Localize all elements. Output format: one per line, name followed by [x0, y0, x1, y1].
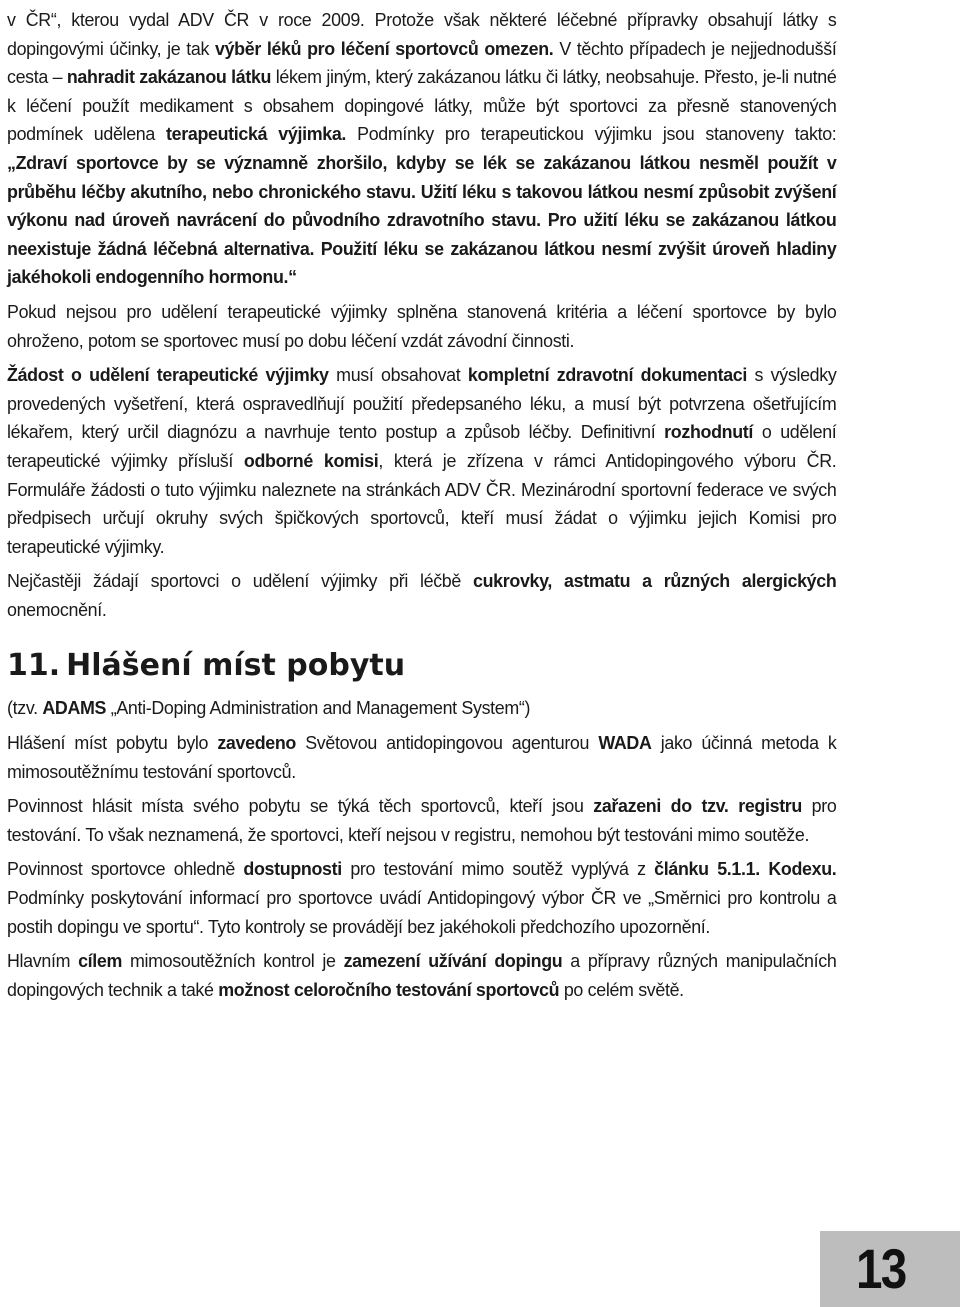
- document-body: [7, 6, 837, 1010]
- page-number: 13: [856, 1237, 906, 1300]
- paragraph-therapeutic-exemption: v ČR“, kterou vydal ADV ČR v roce 2009. Protože však některé léčebné přípravky obsahují látky s dopingovými účinky, je tak výběr léků pro léčení sportovců omezen. V těchto případech je nejjednodušší cesta – nahradit zakázanou látku lékem jiným, který zakázanou látku či látky, neobsahuje. Přesto, je-li nutné k léčení použít medikament s obsahem dopingové látky, může být sportovci za přesně stanovených podmínek udělena terapeutická výjimka. Podmínky pro terapeutickou výjimku jsou stanoveny takto: „Zdraví sportovce by se významně zhoršilo, kdyby se lék se zakázanou látkou nesměl použít v průběhu léčby akutního, nebo chronického stavu. Užití léku s takovou látkou nesmí způsobit zvýšení výkonu nad úroveň navrácení do původního zdravotního stavu. Pro užití léku se zakázanou látkou neexistuje žádná léčebná alternativa. Použití léku se zakázanou látkou nesmí zvýšit úroveň hladiny jakéhokoli endogenního hormonu.“: [7, 9, 837, 288]
- page-number-box: [820, 1231, 960, 1307]
- paragraph-registry: Povinnost hlásit místa svého pobytu se týká těch sportovců, kteří jsou zařazeni do tzv. registru pro testování. To však neznamená, že sportovci, kteří nejsou v registru, nemohou být testováni mimo soutěže.: [7, 795, 837, 845]
- paragraph-goal: Hlavním cílem mimosoutěžních kontrol je zamezení užívání dopingu a přípravy různých manipulačních dopingových technik a také možnost celoročního testování sportovců po celém světě.: [7, 950, 837, 1000]
- paragraph-criteria-not-met: Pokud nejsou pro udělení terapeutické výjimky splněna stanovená kritéria a léčení sportovce by bylo ohroženo, potom se sportovec musí po dobu léčení vzdát závodní činnosti.: [7, 300, 837, 351]
- section-title: Hlášení míst pobytu: [66, 648, 406, 684]
- paragraph-common-exemptions: Nejčastěji žádají sportovci o udělení výjimky při léčbě cukrovky, astmatu a různých alergických onemocnění.: [7, 570, 837, 620]
- paragraph-exemption-request: Žádost o udělení terapeutické výjimky musí obsahovat kompletní zdravotní dokumentaci s výsledky provedených vyšetření, která ospravedlňují použití předepsaného léku, a musí být potvrzena ošetřujícím lékařem, který určil diagnózu a navrhuje tento postup a způsob léčby. Definitivní rozhodnutí o udělení terapeutické výjimky přísluší odborné komisi, která je zřízena v rámci Antidopingového výboru ČR. Formuláře žádosti o tuto výjimku naleznete na stránkách ADV ČR. Mezinárodní sportovní federace ve svých předpisech určují okruhy svých špičkových sportovců, kteří musí žádat o výjimku jejich Komisi pro terapeutické výjimky.: [7, 364, 837, 557]
- paragraph-adams: (tzv. ADAMS „Anti-Doping Administration and Management System“): [7, 697, 531, 719]
- section-number: 11.: [7, 648, 61, 684]
- paragraph-whereabouts-wada: Hlášení míst pobytu bylo zavedeno Světovou antidopingovou agenturou WADA jako účinná metoda k mimosoutěžnímu testování sportovců.: [7, 732, 837, 782]
- section-heading: [7, 646, 837, 686]
- paragraph-availability: Povinnost sportovce ohledně dostupnosti pro testování mimo soutěž vyplývá z článku 5.1.1. Kodexu. Podmínky poskytování informací pro sportovce uvádí Antidopingový výbor ČR ve „Směrnici pro kontrolu a postih dopingu ve sportu“. Tyto kontroly se provádějí bez jakéhokoli předchozího upozornění.: [7, 858, 837, 937]
